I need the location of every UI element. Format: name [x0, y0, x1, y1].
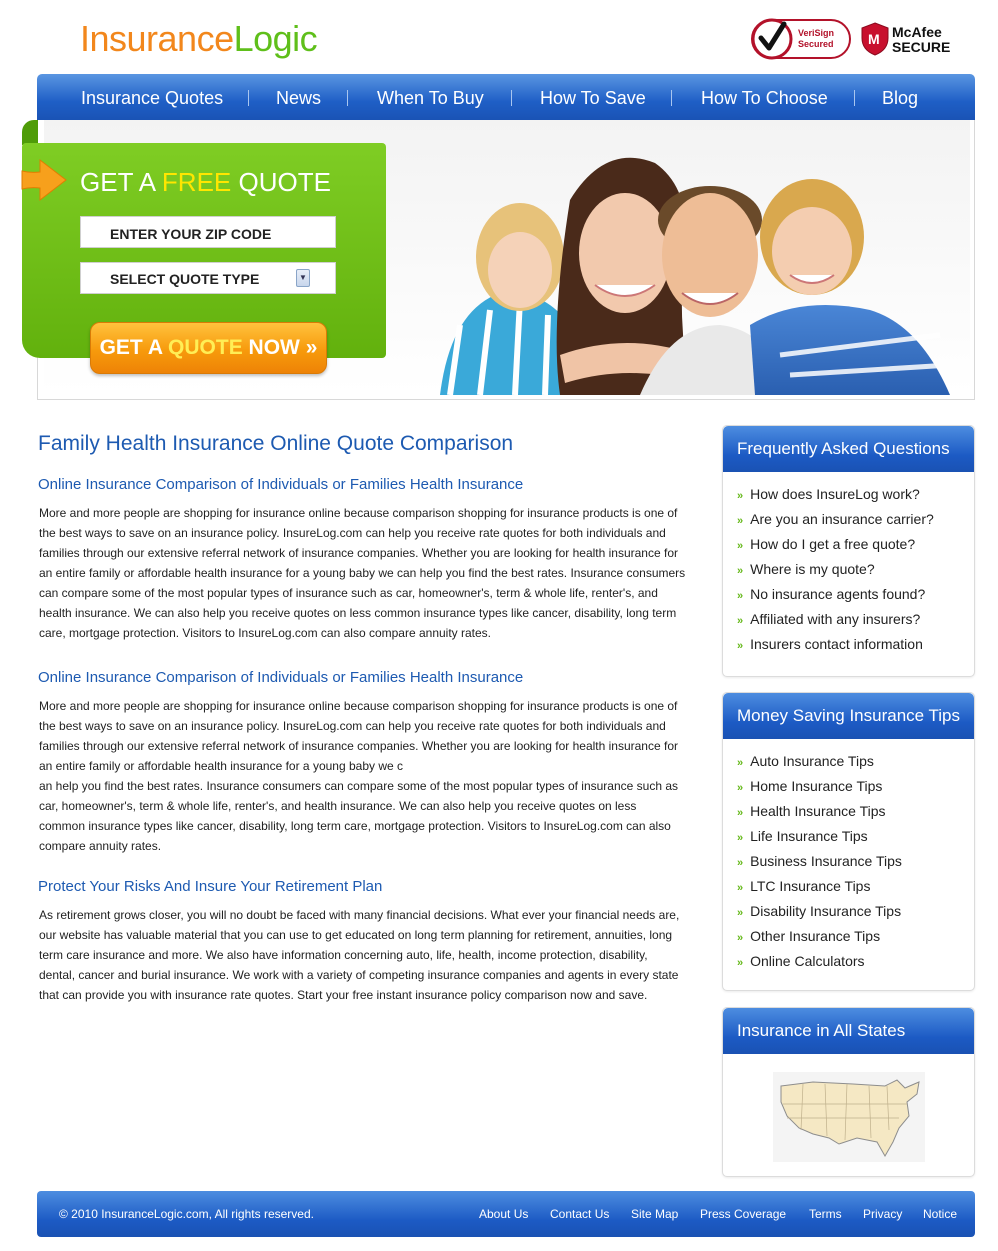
para-line: compare annuity rates.: [39, 839, 162, 853]
footer-link-contact[interactable]: Contact Us: [550, 1207, 610, 1221]
states-box: [722, 1007, 975, 1177]
para-line: an entire family or affordable health insurance for a young baby we can help you find the best rates. Insurance consumers: [39, 566, 686, 580]
faq-item-label: No insurance agents found?: [750, 586, 926, 602]
section-heading: Online Insurance Comparison of Individuals or Families Health Insurance: [38, 669, 524, 686]
nav-separator: [854, 90, 855, 106]
double-chevron-icon: »: [737, 782, 743, 794]
section-paragraph: [39, 696, 699, 856]
section-heading: Protect Your Risks And Insure Your Retirement Plan: [38, 878, 383, 895]
double-chevron-icon: »: [737, 590, 743, 602]
para-line: care, mortgage protection. Visitors to InsureLog.com can also compare annuity rates.: [39, 626, 492, 640]
tips-item-label: Business Insurance Tips: [750, 853, 902, 869]
quote-box-fold: [22, 120, 38, 145]
chevron-down-icon[interactable]: ▼: [296, 269, 310, 287]
tips-item-label: Health Insurance Tips: [750, 803, 886, 819]
states-title: Insurance in All States: [723, 1008, 974, 1054]
double-chevron-icon: »: [737, 565, 743, 577]
logo-text-logic: Logic: [233, 18, 318, 59]
tips-item[interactable]: [737, 799, 974, 824]
quote-title-post: QUOTE: [231, 167, 331, 197]
main-nav: [37, 74, 975, 120]
section-paragraph: [39, 905, 699, 1005]
para-line: an help you find the best rates. Insurance consumers can compare some of the most popular types of insurance such as: [39, 779, 679, 793]
tips-box: [722, 692, 975, 991]
para-line: common insurance types like cancer, disability, long term care, mortgage protection. Visitors to InsureLog.com can also: [39, 819, 671, 833]
quote-button-hl: QUOTE: [168, 336, 243, 359]
double-chevron-icon: »: [737, 490, 743, 502]
nav-when-to-buy[interactable]: When To Buy: [377, 88, 484, 108]
double-chevron-icon: »: [737, 757, 743, 769]
para-line: the best ways to save on an insurance policy. InsureLog.com can help you receive rate quotes for both individuals and: [39, 526, 666, 540]
quote-type-placeholder: SELECT QUOTE TYPE: [110, 271, 260, 287]
tips-item-label: Home Insurance Tips: [750, 778, 883, 794]
double-chevron-icon: »: [737, 832, 743, 844]
tips-item[interactable]: [737, 924, 974, 949]
faq-item-label: How do I get a free quote?: [750, 536, 916, 552]
para-line: term care insurance and more. We also have information concerning auto, life, health, income protection, disability,: [39, 948, 648, 962]
tips-item-label: Auto Insurance Tips: [750, 753, 874, 769]
quote-title-free: FREE: [161, 167, 232, 197]
tips-item[interactable]: [737, 874, 974, 899]
zip-code-input[interactable]: [80, 216, 336, 248]
faq-item-label: Insurers contact information: [750, 636, 923, 652]
tips-item[interactable]: [737, 899, 974, 924]
site-logo[interactable]: [80, 18, 317, 60]
tips-item[interactable]: [737, 849, 974, 874]
get-quote-now-button[interactable]: [90, 322, 327, 374]
svg-text:M: M: [868, 31, 880, 47]
para-line: health insurance. We can also help you receive quotes on less common insurance types like cancer, disability, long term: [39, 606, 677, 620]
verisign-line1: VeriSign: [798, 28, 835, 38]
section-heading: Online Insurance Comparison of Individuals or Families Health Insurance: [38, 476, 524, 493]
family-photo: [420, 125, 970, 395]
tips-item-label: Disability Insurance Tips: [750, 903, 902, 919]
footer-link-privacy[interactable]: Privacy: [863, 1207, 903, 1221]
double-chevron-icon: »: [737, 807, 743, 819]
faq-item-label: Affiliated with any insurers?: [750, 611, 921, 627]
footer-link-notice[interactable]: Notice: [923, 1207, 958, 1221]
double-chevron-icon: »: [737, 540, 743, 552]
faq-item[interactable]: [737, 482, 974, 507]
para-line: families through our extensive referral network of insurance companies. Whether you are looking for health insurance for: [39, 739, 678, 753]
para-line: More and more people are shopping for insurance online because comparison shopping for insurance products is one of: [39, 699, 678, 713]
nav-blog[interactable]: Blog: [882, 88, 919, 108]
faq-item[interactable]: [737, 582, 974, 607]
quote-button-post: NOW »: [242, 336, 318, 359]
mcafee-badge[interactable]: [860, 22, 950, 60]
quote-type-select[interactable]: [80, 262, 336, 294]
double-chevron-icon: »: [737, 957, 743, 969]
nav-how-to-choose[interactable]: How To Choose: [701, 88, 828, 108]
verisign-badge[interactable]: [750, 16, 852, 62]
tips-item[interactable]: [737, 749, 974, 774]
double-chevron-icon: »: [737, 882, 743, 894]
main-content: [38, 432, 698, 456]
double-chevron-icon: »: [737, 640, 743, 652]
nav-insurance-quotes[interactable]: Insurance Quotes: [81, 88, 224, 108]
faq-item[interactable]: [737, 632, 974, 657]
logo-text-insurance: Insurance: [80, 18, 234, 59]
tips-item[interactable]: [737, 774, 974, 799]
copyright-text: © 2010 InsuranceLogic.com, All rights reserved.: [59, 1207, 314, 1221]
faq-item[interactable]: [737, 532, 974, 557]
mcafee-line1: McAfee: [892, 24, 942, 40]
nav-separator: [248, 90, 249, 106]
faq-title: Frequently Asked Questions: [723, 426, 974, 472]
nav-separator: [671, 90, 672, 106]
tips-item-label: Other Insurance Tips: [750, 928, 881, 944]
tips-item-label: Life Insurance Tips: [750, 828, 868, 844]
mcafee-line2: SECURE: [892, 39, 951, 55]
para-line: dental, cancer and burial insurance. We work with a variety of competing insurance companies and agents in every state: [39, 968, 679, 982]
double-chevron-icon: »: [737, 907, 743, 919]
faq-item[interactable]: [737, 507, 974, 532]
double-chevron-icon: »: [737, 615, 743, 627]
para-line: that can provide you with insurance rate quotes. Start your free instant insurance policy comparison now and save.: [39, 988, 648, 1002]
faq-list: [723, 472, 974, 657]
nav-how-to-save[interactable]: How To Save: [540, 88, 646, 108]
nav-separator: [347, 90, 348, 106]
para-line: the best ways to save on an insurance policy. InsureLog.com can help you receive rate quotes for both individuals and: [39, 719, 666, 733]
arrow-right-icon: [20, 157, 68, 203]
para-line: As retirement grows closer, you will no doubt be faced with many financial decisions. What ever your financial needs are,: [39, 908, 680, 922]
footer-link-sitemap[interactable]: Site Map: [631, 1207, 679, 1221]
quote-button-pre: GET A: [99, 336, 169, 359]
faq-item[interactable]: [737, 607, 974, 632]
footer-link-press[interactable]: Press Coverage: [700, 1207, 787, 1221]
page-title: Family Health Insurance Online Quote Comparison: [38, 432, 514, 455]
mcafee-label: [892, 25, 950, 55]
mcafee-shield-icon: [860, 22, 890, 56]
double-chevron-icon: »: [737, 932, 743, 944]
footer-link-terms[interactable]: Terms: [809, 1207, 842, 1221]
double-chevron-icon: »: [737, 857, 743, 869]
faq-item-label: Are you an insurance carrier?: [750, 511, 934, 527]
para-line: our website has valuable material that you can use to get educated on long term planning for retirement, annuities, long: [39, 928, 673, 942]
quote-title-pre: GET A: [80, 167, 162, 197]
double-chevron-icon: »: [737, 515, 743, 527]
verisign-line2: Secured: [798, 39, 834, 49]
faq-item-label: Where is my quote?: [750, 561, 875, 577]
para-line: More and more people are shopping for insurance online because comparison shopping for insurance products is one of: [39, 506, 678, 520]
footer: [37, 1191, 975, 1237]
tips-item[interactable]: [737, 949, 974, 974]
section-paragraph: [39, 503, 699, 643]
para-line: families through our extensive referral network of insurance companies. Whether you are looking for health insurance for: [39, 546, 678, 560]
us-map-icon[interactable]: [773, 1072, 925, 1162]
tips-item-label: LTC Insurance Tips: [750, 878, 871, 894]
tips-item-label: Online Calculators: [750, 953, 865, 969]
tips-item[interactable]: [737, 824, 974, 849]
tips-list: [723, 739, 974, 974]
faq-box: [722, 425, 975, 677]
footer-link-about[interactable]: About Us: [479, 1207, 529, 1221]
zip-code-placeholder: ENTER YOUR ZIP CODE: [110, 226, 272, 242]
tips-title: Money Saving Insurance Tips: [723, 693, 974, 739]
quote-title: [80, 167, 331, 198]
faq-item-label: How does InsureLog work?: [750, 486, 920, 502]
para-line: can compare some of the most popular types of insurance such as car, homeowner's, term & whole life, renter's, and: [39, 586, 658, 600]
nav-separator: [511, 90, 512, 106]
faq-item[interactable]: [737, 557, 974, 582]
para-line: an entire family or affordable health insurance for a young baby we c: [39, 759, 403, 773]
para-line: car, homeowner's, term & whole life, renter's, and health insurance. We can also help you receive quotes on less: [39, 799, 637, 813]
nav-news[interactable]: News: [276, 88, 322, 108]
